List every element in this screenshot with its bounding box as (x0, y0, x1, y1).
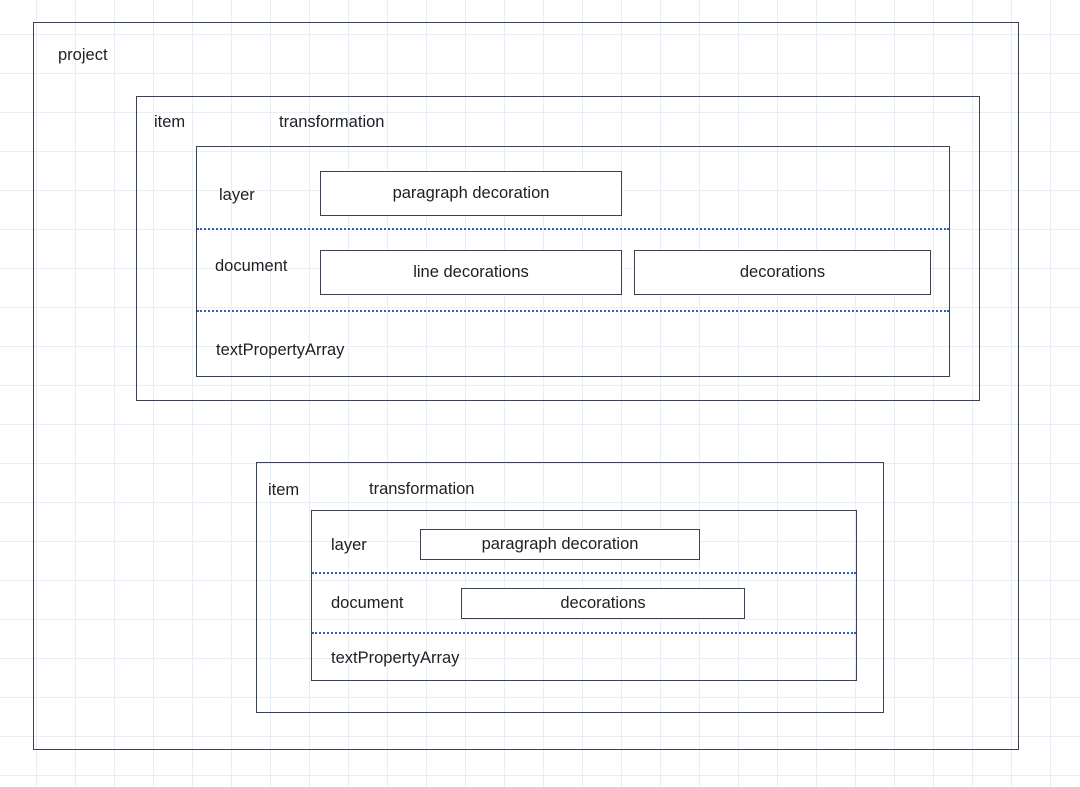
item-group-2-row-1-cell-0[interactable]: decorations (461, 588, 745, 619)
item-group-1-row-2-label: textPropertyArray (216, 341, 345, 359)
item-group-2-row-0-label: layer (331, 536, 367, 554)
item-group-1-separator-1 (197, 310, 949, 312)
item-group-2-separator-0 (312, 572, 856, 574)
item-group-2-separator-1 (312, 632, 856, 634)
item-group-1-row-1-cell-1[interactable]: decorations (634, 250, 931, 295)
item-group-2-row-0-cell-0[interactable]: paragraph decoration (420, 529, 700, 560)
item-group-1-transformation-label: transformation (279, 113, 385, 131)
item-group-1-separator-0 (197, 228, 949, 230)
item-group-2-row-2-label: textPropertyArray (331, 649, 460, 667)
item-group-2-transformation-label: transformation (369, 480, 475, 498)
item-group-2-item-label: item (268, 481, 300, 499)
item-group-1-row-0-cell-0[interactable]: paragraph decoration (320, 171, 622, 216)
project-label: project (58, 46, 108, 64)
item-group-1-row-0-label: layer (219, 186, 255, 204)
item-group-2-row-1-label: document (331, 594, 404, 612)
item-group-1-row-1-label: document (215, 257, 288, 275)
item-group-1-item-label: item (154, 113, 186, 131)
item-group-1-row-1-cell-0[interactable]: line decorations (320, 250, 622, 295)
